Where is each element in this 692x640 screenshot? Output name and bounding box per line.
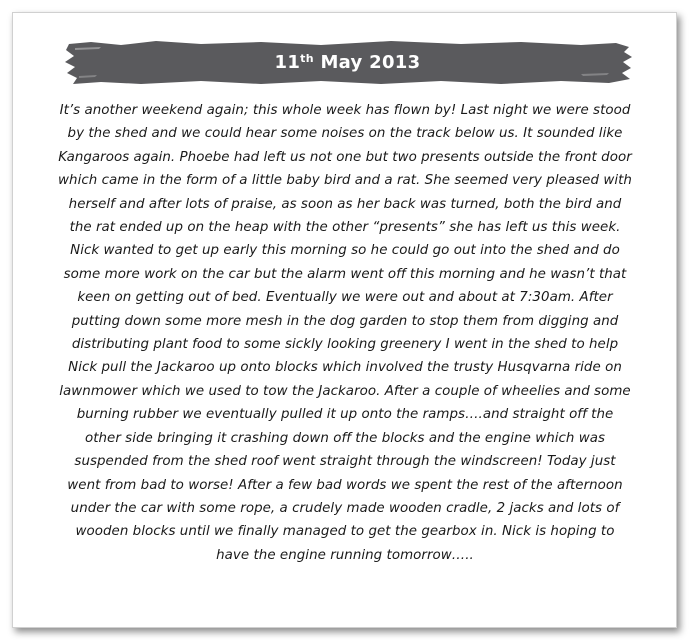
entry-body: It’s another weekend again; this whole week has flown by! Last night we were stood by the shed and we could hear some noises on the track below us. It sounded like Kangaroos again. Phoebe had left us not one but two presents outside the front door which came in the form of a little baby bird and a rat. She seemed very pleased with herself and after lots of praise, as soon as her back was turned, both the bird and the rat ended up on the heap with the other “presents” she has left us this week. Nick wanted to get up early this morning so he could go out into the shed and do some more work on the car but the alarm went off this morning and he wasn’t that keen on getting out of bed. Eventually we were out and about at 7:30am. After putting down some more mesh in the dog garden to stop them from digging and distributing plant food to some sickly looking greenery I went in the shed to help Nick pull the Jackaroo up onto blocks which involved the trusty Husqvarna ride on lawnmower which we used to tow the Jackaroo. After a couple of wheelies and some burning rubber we eventually pulled it up onto the ramps….and straight off the other side bringing it crashing down off the blocks and the engine which was suspended from the shed roof went straight through the windscreen! Today just went from bad to worse! After a few bad words we spent the rest of the afternoon under the car with some rope, a crudely made wooden cradle, 2 jacks and lots of wooden blocks until we finally managed to get the gearbox in. Nick is hoping to have the engine running tomorrow…..: [58, 103, 632, 563]
journal-card: [12, 12, 677, 628]
date-day: 11: [274, 52, 301, 73]
date-ordinal-suffix: th: [300, 52, 314, 65]
date-month-year: May 2013: [320, 52, 421, 73]
entry-date: [61, 38, 634, 88]
date-banner: [61, 38, 634, 88]
